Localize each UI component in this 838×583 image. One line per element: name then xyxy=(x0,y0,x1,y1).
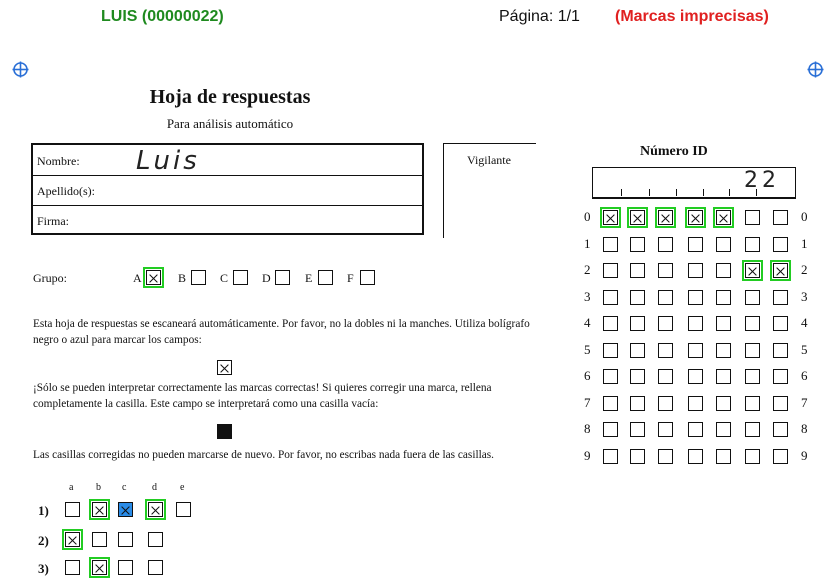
answer-checkbox[interactable] xyxy=(118,532,133,547)
answer-checkbox[interactable] xyxy=(148,502,163,517)
id-checkbox-2[interactable] xyxy=(658,263,673,278)
answer-checkbox[interactable] xyxy=(65,532,80,547)
id-digit-label: 0 xyxy=(584,209,591,224)
id-checkbox-6[interactable] xyxy=(773,369,788,384)
instruction-scan: Esta hoja de respuestas se escaneará automáticamente. Por favor, no la dobles ni la manches. Utiliza bolígrafo negro o azul para marcar los campos: xyxy=(33,318,530,346)
handwritten-name: Luis xyxy=(136,146,200,176)
group-label: Grupo: xyxy=(33,271,67,285)
id-checkbox-0[interactable] xyxy=(716,210,731,225)
id-checkbox-5[interactable] xyxy=(745,343,760,358)
id-checkbox-2[interactable] xyxy=(773,263,788,278)
answer-checkbox[interactable] xyxy=(118,502,133,517)
id-checkbox-5[interactable] xyxy=(716,343,731,358)
crosshair-circle-icon xyxy=(807,61,824,78)
id-digit-label: 3 xyxy=(584,288,591,304)
id-checkbox-8[interactable] xyxy=(603,422,618,437)
id-digit-label: 2 xyxy=(584,262,591,277)
id-checkbox-5[interactable] xyxy=(658,343,673,358)
answer-checkbox[interactable] xyxy=(148,532,163,547)
id-checkbox-4[interactable] xyxy=(630,316,645,331)
id-checkbox-9[interactable] xyxy=(716,449,731,464)
id-checkbox-3[interactable] xyxy=(716,290,731,305)
id-checkbox-8[interactable] xyxy=(716,422,731,437)
id-digit-label: 1 xyxy=(584,235,591,251)
answer-column-a: a xyxy=(69,482,74,493)
id-checkbox-3[interactable] xyxy=(630,290,645,305)
id-checkbox-0[interactable] xyxy=(745,210,760,225)
id-checkbox-2[interactable] xyxy=(745,263,760,278)
id-digit-label: 5 xyxy=(584,341,591,357)
id-checkbox-7[interactable] xyxy=(688,396,703,411)
digit-separator-tick xyxy=(703,189,704,196)
imprecise-marks-warning: (Marcas imprecisas) xyxy=(615,8,769,25)
id-checkbox-6[interactable] xyxy=(658,369,673,384)
group-letter-f: F xyxy=(347,271,354,285)
id-checkbox-1[interactable] xyxy=(773,237,788,252)
id-checkbox-6[interactable] xyxy=(688,369,703,384)
answer-column-e: e xyxy=(180,482,185,493)
group-letter-c: C xyxy=(220,271,229,285)
id-checkbox-1[interactable] xyxy=(716,237,731,252)
group-letter-a: A xyxy=(133,271,142,285)
id-checkbox-0[interactable] xyxy=(773,210,788,225)
id-checkbox-0[interactable] xyxy=(658,210,673,225)
digit-separator-tick xyxy=(649,189,650,196)
name-row xyxy=(33,145,422,175)
id-checkbox-1[interactable] xyxy=(688,237,703,252)
supervisor-label: Vigilante xyxy=(467,153,511,167)
signature-row xyxy=(33,205,422,235)
question-number: 3) xyxy=(38,561,49,576)
id-checkbox-0[interactable] xyxy=(688,210,703,225)
id-checkbox-2[interactable] xyxy=(716,263,731,278)
id-digit-label: 3 xyxy=(801,288,808,304)
id-checkbox-7[interactable] xyxy=(658,396,673,411)
id-checkbox-4[interactable] xyxy=(716,316,731,331)
id-checkbox-6[interactable] xyxy=(603,369,618,384)
question-number: 1) xyxy=(38,503,49,518)
page-indicator: Página: 1/1 xyxy=(499,8,580,25)
group-letter-b: B xyxy=(178,271,187,285)
id-digit-label: 4 xyxy=(801,315,808,330)
group-checkbox-e[interactable] xyxy=(318,270,333,285)
answer-checkbox[interactable] xyxy=(65,560,80,575)
answer-checkbox[interactable] xyxy=(148,560,163,575)
answer-column-b: b xyxy=(96,482,101,493)
sheet-title: Hoja de respuestas xyxy=(149,86,311,108)
id-checkbox-3[interactable] xyxy=(773,290,788,305)
id-checkbox-6[interactable] xyxy=(745,369,760,384)
id-digit-label: 5 xyxy=(801,341,808,357)
group-checkbox-f[interactable] xyxy=(360,270,375,285)
answer-column-d: d xyxy=(152,482,157,493)
id-checkbox-8[interactable] xyxy=(658,422,673,437)
name-label: Nombre: xyxy=(37,154,80,168)
digit-separator-tick xyxy=(729,189,730,196)
id-checkbox-6[interactable] xyxy=(716,369,731,384)
id-checkbox-3[interactable] xyxy=(603,290,618,305)
id-checkbox-7[interactable] xyxy=(630,396,645,411)
id-checkbox-2[interactable] xyxy=(630,263,645,278)
example-filled-box xyxy=(217,424,232,439)
id-digit-label: 6 xyxy=(801,368,808,383)
id-checkbox-9[interactable] xyxy=(658,449,673,464)
group-letter-d: D xyxy=(262,271,271,285)
id-digit-label: 7 xyxy=(584,394,591,410)
id-checkbox-5[interactable] xyxy=(603,343,618,358)
answer-checkbox[interactable] xyxy=(92,532,107,547)
id-checkbox-4[interactable] xyxy=(658,316,673,331)
id-checkbox-5[interactable] xyxy=(630,343,645,358)
id-checkbox-3[interactable] xyxy=(688,290,703,305)
instruction-correct: ¡Sólo se pueden interpretar correctamente las marcas correctas! Si quieres corregir una marca, rellena completamente la casilla. Este campo se interpretará como una casilla vacía: xyxy=(33,382,492,410)
supervisor-box xyxy=(443,143,536,238)
surname-row xyxy=(33,175,422,205)
surname-label: Apellido(s): xyxy=(37,184,95,198)
id-checkbox-4[interactable] xyxy=(773,316,788,331)
id-checkbox-7[interactable] xyxy=(773,396,788,411)
id-checkbox-8[interactable] xyxy=(773,422,788,437)
answer-checkbox[interactable] xyxy=(65,502,80,517)
id-checkbox-9[interactable] xyxy=(745,449,760,464)
id-checkbox-7[interactable] xyxy=(745,396,760,411)
id-checkbox-8[interactable] xyxy=(745,422,760,437)
id-digit-label: 2 xyxy=(801,262,808,277)
id-checkbox-2[interactable] xyxy=(688,263,703,278)
crosshair-circle-icon xyxy=(12,61,29,78)
id-checkbox-4[interactable] xyxy=(745,316,760,331)
id-checkbox-4[interactable] xyxy=(603,316,618,331)
question-number: 2) xyxy=(38,533,49,548)
id-checkbox-1[interactable] xyxy=(630,237,645,252)
signature-label: Firma: xyxy=(37,214,69,228)
id-title: Número ID xyxy=(640,144,708,159)
id-checkbox-4[interactable] xyxy=(688,316,703,331)
digit-separator-tick xyxy=(676,189,677,196)
sheet-subtitle: Para análisis automático xyxy=(166,116,294,131)
id-checkbox-9[interactable] xyxy=(688,449,703,464)
id-digit-label: 6 xyxy=(584,368,591,383)
id-checkbox-0[interactable] xyxy=(603,210,618,225)
id-digit-label: 1 xyxy=(801,235,808,251)
id-digit-label: 4 xyxy=(584,315,591,330)
id-digit-label: 8 xyxy=(801,421,808,436)
answer-checkbox[interactable] xyxy=(92,560,107,575)
group-checkbox-d[interactable] xyxy=(275,270,290,285)
id-checkbox-3[interactable] xyxy=(745,290,760,305)
id-handwritten: 22 xyxy=(744,168,780,193)
digit-separator-tick xyxy=(621,189,622,196)
student-info-form xyxy=(31,143,424,235)
group-checkbox-c[interactable] xyxy=(233,270,248,285)
id-digit-label: 9 xyxy=(584,447,591,463)
answer-checkbox[interactable] xyxy=(92,502,107,517)
id-checkbox-9[interactable] xyxy=(630,449,645,464)
answer-column-c: c xyxy=(122,482,127,493)
id-checkbox-1[interactable] xyxy=(745,237,760,252)
id-checkbox-7[interactable] xyxy=(603,396,618,411)
id-checkbox-8[interactable] xyxy=(630,422,645,437)
id-checkbox-8[interactable] xyxy=(688,422,703,437)
id-digit-label: 7 xyxy=(801,394,808,410)
group-letter-e: E xyxy=(305,271,313,285)
id-checkbox-5[interactable] xyxy=(773,343,788,358)
student-label: LUIS (00000022) xyxy=(101,8,224,25)
id-checkbox-9[interactable] xyxy=(603,449,618,464)
example-crossed-box xyxy=(217,360,232,375)
id-checkbox-9[interactable] xyxy=(773,449,788,464)
group-checkbox-b[interactable] xyxy=(191,270,206,285)
id-checkbox-3[interactable] xyxy=(658,290,673,305)
group-checkbox-a[interactable] xyxy=(146,270,161,285)
instruction-no-remark: Las casillas corregidas no pueden marcarse de nuevo. Por favor, no escribas nada fuera de las casillas. xyxy=(33,449,494,461)
id-digit-label: 9 xyxy=(801,447,808,463)
id-checkbox-7[interactable] xyxy=(716,396,731,411)
id-digit-label: 8 xyxy=(584,421,591,436)
answer-checkbox[interactable] xyxy=(176,502,191,517)
id-checkbox-1[interactable] xyxy=(658,237,673,252)
id-checkbox-6[interactable] xyxy=(630,369,645,384)
id-checkbox-1[interactable] xyxy=(603,237,618,252)
id-checkbox-5[interactable] xyxy=(688,343,703,358)
id-checkbox-2[interactable] xyxy=(603,263,618,278)
id-digit-label: 0 xyxy=(801,209,808,224)
id-checkbox-0[interactable] xyxy=(630,210,645,225)
answer-checkbox[interactable] xyxy=(118,560,133,575)
